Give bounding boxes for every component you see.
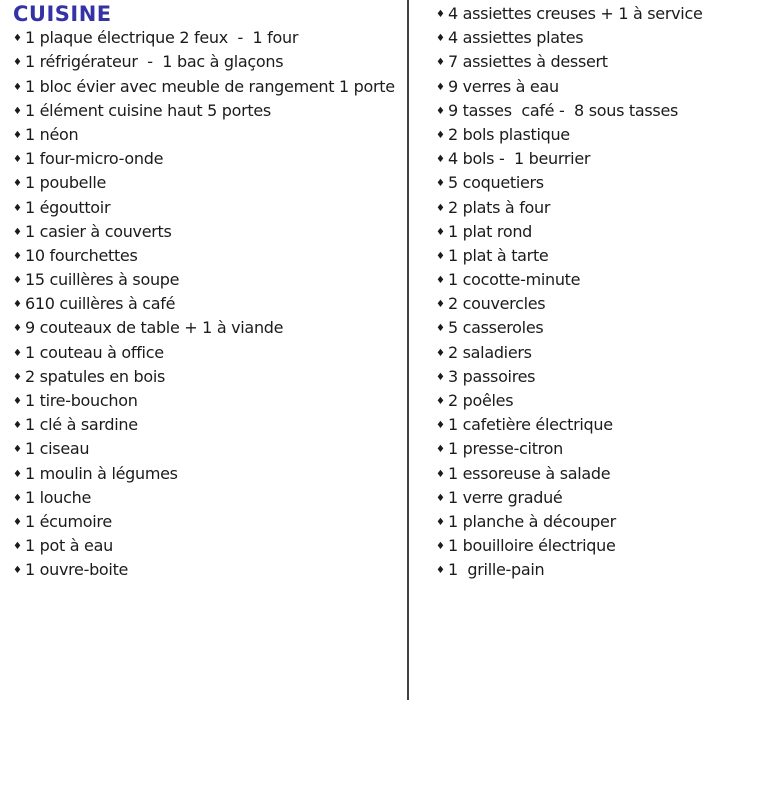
item-label: 1 planche à découper — [447, 511, 616, 531]
bullet-icon: ♦ — [436, 323, 445, 335]
list-item — [13, 99, 405, 123]
item-label: 4 assiettes plates — [447, 28, 584, 48]
column-divider — [407, 0, 409, 700]
item-label: 1 pot à eau — [24, 536, 113, 556]
item-label: 1 égouttoir — [24, 197, 111, 217]
list-item — [13, 437, 405, 461]
bullet-icon: ♦ — [436, 516, 445, 528]
item-label: 2 couvercles — [447, 294, 546, 314]
bullet-icon: ♦ — [13, 371, 22, 383]
list-item — [13, 244, 405, 268]
list-item — [436, 26, 770, 50]
item-label: 1 ciseau — [24, 439, 90, 459]
bullet-icon: ♦ — [13, 468, 22, 480]
list-item — [13, 75, 405, 99]
item-label: 1 louche — [24, 487, 91, 507]
list-item — [436, 99, 770, 123]
item-label: 1 casier à couverts — [24, 221, 172, 241]
item-label: 1 poubelle — [24, 173, 107, 193]
item-label: 1 plat rond — [447, 221, 533, 241]
list-item — [436, 50, 770, 74]
bullet-icon: ♦ — [436, 129, 445, 141]
item-label: 1 verre gradué — [447, 487, 563, 507]
bullet-icon: ♦ — [436, 202, 445, 214]
item-label: 1 élément cuisine haut 5 portes — [24, 100, 271, 120]
list-item — [13, 196, 405, 220]
bullet-icon: ♦ — [13, 347, 22, 359]
list-item — [436, 558, 770, 582]
list-item — [436, 196, 770, 220]
item-label: 1 plaque électrique 2 feux - 1 four — [24, 28, 299, 48]
item-label: 1 plat à tarte — [447, 245, 549, 265]
list-item — [13, 268, 405, 292]
bullet-icon: ♦ — [13, 178, 22, 190]
bullet-icon: ♦ — [436, 226, 445, 238]
item-label: 1 couteau à office — [24, 342, 164, 362]
list-item — [13, 462, 405, 486]
bullet-icon: ♦ — [436, 444, 445, 456]
bullet-icon: ♦ — [436, 33, 445, 45]
list-item — [13, 292, 405, 316]
bullet-icon: ♦ — [13, 105, 22, 117]
item-label: 9 tasses café - 8 sous tasses — [447, 100, 679, 120]
item-label: 1 presse-citron — [447, 439, 563, 459]
bullet-icon: ♦ — [13, 154, 22, 166]
bullet-icon: ♦ — [13, 516, 22, 528]
list-item — [436, 147, 770, 171]
item-label: 2 saladiers — [447, 342, 532, 362]
list-item — [13, 341, 405, 365]
bullet-icon: ♦ — [13, 57, 22, 69]
item-label: 1 moulin à légumes — [24, 463, 178, 483]
list-item — [436, 365, 770, 389]
item-label: 1 clé à sardine — [24, 415, 138, 435]
bullet-icon: ♦ — [13, 420, 22, 432]
bullet-icon: ♦ — [436, 396, 445, 407]
list-item — [436, 389, 770, 413]
list-item — [13, 171, 405, 195]
list-item — [13, 365, 405, 389]
item-label: 1 écumoire — [24, 511, 112, 531]
list-item — [436, 171, 770, 195]
bullet-icon: ♦ — [436, 154, 445, 166]
item-label: 9 couteaux de table + 1 à viande — [24, 318, 284, 338]
list-item — [436, 437, 770, 461]
bullet-icon: ♦ — [436, 347, 445, 359]
item-label: 4 bols - 1 beurrier — [447, 149, 591, 169]
bullet-icon: ♦ — [436, 81, 445, 93]
bullet-icon: ♦ — [13, 81, 22, 93]
bullet-icon: ♦ — [13, 396, 22, 408]
list-item — [13, 558, 405, 582]
item-label: 1 bouilloire électrique — [447, 536, 616, 556]
bullet-icon: ♦ — [436, 492, 445, 504]
bullet-icon: ♦ — [436, 57, 445, 69]
bullet-icon: ♦ — [13, 250, 22, 262]
list-item — [436, 316, 770, 340]
item-label: 2 spatules en bois — [24, 366, 166, 386]
item-label: 1 cafetière électrique — [447, 415, 613, 435]
item-label: 2 plats à four — [447, 197, 551, 217]
bullet-icon: ♦ — [13, 299, 22, 311]
list-item — [436, 534, 770, 558]
item-label: 10 fourchettes — [24, 245, 138, 265]
item-label: 1 néon — [24, 124, 79, 144]
item-label: 4 assiettes creuses + 1 à service — [447, 4, 703, 23]
left-item-list — [13, 26, 405, 582]
item-label: 1 cocotte-minute — [447, 270, 581, 290]
item-label: 1 four-micro-onde — [24, 149, 164, 169]
bullet-icon: ♦ — [13, 565, 22, 577]
list-item — [13, 534, 405, 558]
bullet-icon: ♦ — [13, 323, 22, 335]
list-item — [436, 75, 770, 99]
bullet-icon: ♦ — [436, 299, 445, 311]
item-label: 1 tire-bouchon — [24, 391, 138, 411]
item-label: 5 casseroles — [447, 318, 544, 338]
bullet-icon: ♦ — [13, 226, 22, 238]
left-column — [13, 2, 405, 583]
item-label: 15 cuillères à soupe — [24, 270, 180, 290]
item-label: 2 bols plastique — [447, 124, 570, 144]
bullet-icon: ♦ — [13, 492, 22, 504]
list-item — [13, 50, 405, 74]
list-item — [436, 341, 770, 365]
list-item — [13, 486, 405, 510]
bullet-icon: ♦ — [13, 541, 22, 553]
item-label: 1 grille-pain — [447, 560, 545, 580]
list-item — [436, 413, 770, 437]
list-item — [13, 220, 405, 244]
item-label: 1 bloc évier avec meuble de rangement 1 porte — [24, 76, 395, 96]
item-label: 1 réfrigérateur - 1 bac à glaçons — [24, 52, 284, 72]
item-label: 9 verres à eau — [447, 76, 559, 96]
bullet-icon: ♦ — [436, 371, 445, 383]
list-item — [436, 220, 770, 244]
item-label: 5 coquetiers — [447, 173, 544, 193]
bullet-icon: ♦ — [436, 275, 445, 287]
list-item — [436, 123, 770, 147]
list-item — [436, 244, 770, 268]
item-label: 610 cuillères à café — [24, 294, 176, 314]
list-item — [436, 510, 770, 534]
list-item — [13, 26, 405, 50]
bullet-icon: ♦ — [436, 420, 445, 432]
bullet-icon: ♦ — [13, 202, 22, 214]
bullet-icon: ♦ — [436, 9, 445, 20]
bullet-icon: ♦ — [436, 105, 445, 117]
bullet-icon: ♦ — [13, 275, 22, 287]
list-item — [13, 510, 405, 534]
list-item — [13, 147, 405, 171]
list-item — [13, 123, 405, 147]
item-label: 1 ouvre-boite — [24, 560, 129, 580]
bullet-icon: ♦ — [436, 468, 445, 480]
list-item — [436, 462, 770, 486]
list-item — [436, 2, 770, 26]
list-item — [13, 389, 405, 413]
list-item — [436, 268, 770, 292]
list-item — [13, 413, 405, 437]
bullet-icon: ♦ — [436, 541, 445, 553]
item-label: 2 poêles — [447, 391, 514, 410]
right-item-list — [436, 2, 770, 583]
item-label: 1 essoreuse à salade — [447, 463, 611, 483]
right-column — [436, 2, 770, 583]
bullet-icon: ♦ — [436, 250, 445, 262]
bullet-icon: ♦ — [13, 444, 22, 456]
item-label: 7 assiettes à dessert — [447, 52, 608, 72]
bullet-icon: ♦ — [13, 129, 22, 141]
list-item — [436, 486, 770, 510]
list-item — [13, 316, 405, 340]
page-title: CUISINE — [13, 2, 112, 26]
list-item — [436, 292, 770, 316]
bullet-icon: ♦ — [436, 565, 445, 577]
bullet-icon: ♦ — [436, 178, 445, 190]
bullet-icon: ♦ — [13, 33, 22, 45]
item-label: 3 passoires — [447, 366, 536, 386]
